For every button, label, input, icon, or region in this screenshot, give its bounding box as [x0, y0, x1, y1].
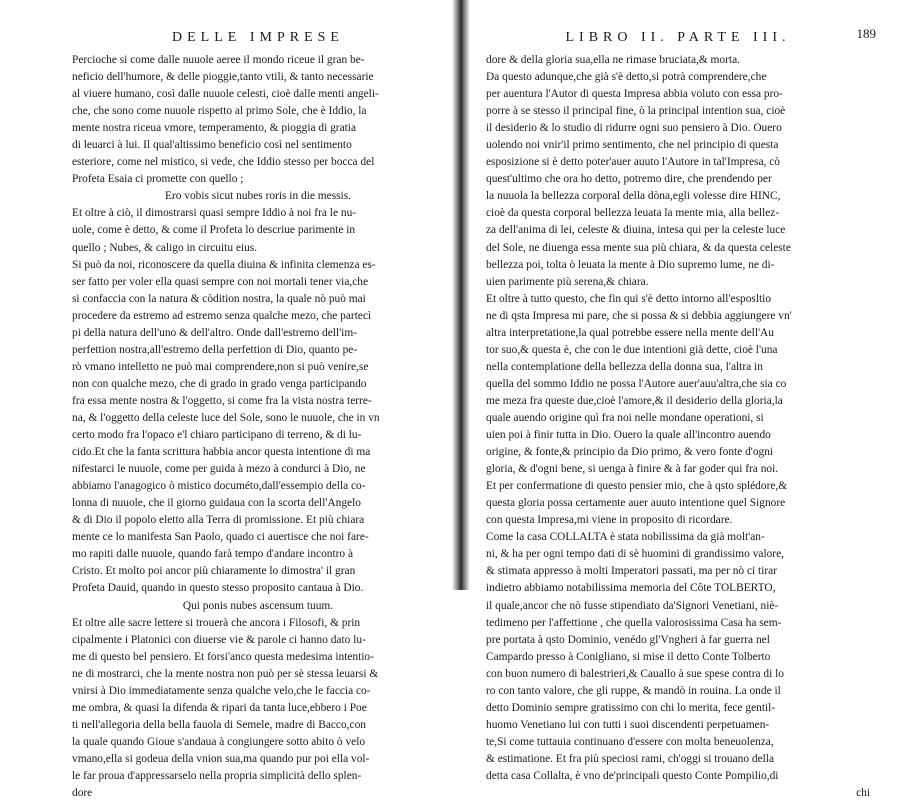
left-page [72, 30, 444, 802]
text-line: Et oltre alle sacre lettere si trouerà che ancora i Filosofi, & prin [72, 616, 361, 629]
text-line: pi della natura dell'uno & dell'altro. Onde dall'estremo dell'im- [72, 326, 357, 339]
right-page-text [486, 52, 870, 802]
text-line: rò vmano intelletto ne può mai comprendere,non si può venire,se [72, 360, 369, 373]
text-line: bellezza poi, tolta ò leuata la mente à Dio supremo lume, ne di- [486, 258, 775, 271]
text-line: procedere da estremo ad estremo senza qualche mezo, che partecì [72, 309, 372, 322]
text-line: perfettion nostra,all'estremo della perfettion di Dio, quanto pe- [72, 343, 358, 356]
text-line: per auentura l'Autor di questa Impresa abbia voluto con essa pro- [486, 88, 783, 101]
text-line: Et oltre à tutto questo, che fin qui s'è detto intorno all'esposltio [486, 292, 772, 305]
text-line: tor suo,& questa è, che con le due intentioni già dette, cioè l'una [486, 343, 778, 356]
right-page [486, 26, 876, 802]
page-number: 189 [856, 26, 876, 41]
text-line: dore [72, 787, 93, 800]
text-line: Campardo presso à Conigliano, si mise il detto Conte Tolberto [486, 650, 771, 663]
text-line: del Sole, ne diuenga essa mente sua più chiara, & da questa celeste [486, 241, 791, 254]
text-line: Percioche si come dalle nuuole aeree il mondo riceue il gran be- [72, 54, 365, 66]
text-line: Cristo. Et molto poi ancor più chiaramente lo dimostra' il gran [72, 565, 356, 578]
text-line: nella contemplatione della bellezza della donna sua, l'altra in [486, 360, 763, 373]
text-line: me di questo bel pensiero. Et forsi'anco questa medesima intentio- [72, 650, 374, 663]
text-line: uien poi à finir tutta in Dio. Ouero la quale all'incontro auendo [486, 429, 771, 442]
text-line: Qui ponis nubes ascensum tuum. [182, 599, 334, 612]
text-line: ti nell'allegoria della bella fauola di Semele, madre di Bacco,con [72, 718, 366, 731]
right-running-title: LIBRO II. PARTE III. [565, 30, 791, 45]
text-line: Da questo adunque,che già s'è detto,si potrà comprendere,che [486, 71, 767, 84]
text-line: il desiderio & lo studio di ridurre ogni suo pensiero à Dio. Ouero [486, 122, 782, 135]
text-line: abbiamo l'anagogico ò mistico documéto,dall'essempio della co- [72, 480, 366, 493]
text-line: Et per confermatione di questo pensier mio, che à qsto splédore,& [486, 480, 788, 493]
text-line: mo rapiti dalle nuuole, quando farà tempo d'andare incontro à [72, 548, 354, 561]
text-line: certo modo fra l'opaco e'l chiaro participano di terreno, & di lu- [72, 429, 362, 442]
text-line: Come la casa COLLALTA è stata nobilissima da già molt'an- [486, 531, 765, 544]
text-line: quella del sommo Iddio ne possa l'Autore auer'auu'altra,che sia co [486, 377, 787, 390]
text-line: fra essa mente nostra & l'oggetto, si come fra la vista nostra terre- [72, 394, 372, 407]
text-line: il quale,ancor che nò fusse stipendiato da'Signori Venetiani, niè- [486, 599, 779, 612]
text-line: Si può da noi, riconoscere da quella diuina & infinita clemenza es- [72, 258, 376, 271]
text-line: & di Dio il popolo eletto alla Terra di promissione. Et più chiara [72, 514, 365, 527]
text-line: Profeta Esaia ci promette con quello ; [72, 173, 244, 186]
text-line: nifestarci le nuuole, come per guida à mezo à condurci à Dio, ne [72, 463, 366, 476]
text-line: lonna di nuuole, che il giorno guidaua con la scorta dell'Angelo [72, 497, 361, 510]
text-line: ser fatto per voler ella quasi sempre con noi mortali tener via,che [72, 275, 369, 288]
text-line: esteriore, come nel mistico, si vede, che Iddio stesso per bocca del [72, 156, 375, 169]
text-line: te,Si come tuttauia continuano d'essere con molta beneuolenza, [486, 735, 774, 748]
left-running-title: DELLE IMPRESE [172, 30, 344, 45]
text-line: mente ce lo manifesta San Paolo, quado ci auertisce che noi fare- [72, 531, 369, 544]
text-line: Profeta Dauid, quando in questo stesso proposito cantaua à Dio. [72, 582, 364, 595]
text-line: uien parimente più serena,& chiara. [486, 275, 649, 288]
text-line: che, che sono come nuuole rispetto al primo Sole, che è Iddio, la [72, 105, 367, 118]
text-line: quale auendo origine quì fra noi nelle mondane operationi, si [486, 411, 764, 424]
text-line: & estimatione. Et fra più speciosi rami, ch'oggi si trouano della [486, 752, 775, 765]
text-line: me ombra, & quasi la difenda & ripari da tanta luce,ebbero i Poe [72, 701, 367, 714]
text-line: detto Dominio sempre gratissimo con chi lo merita, fece gentil- [486, 701, 776, 714]
text-line: non con qualche mezo, che di grado in grado venga participando [72, 377, 367, 390]
text-line: gloria, & d'ogni bene, si uenga à finire & à far goder qui fra noi. [486, 463, 779, 476]
text-line: tedimeno per l'affettione , che quella valorosissima Casa ha sem- [486, 616, 782, 629]
text-line: huomo Venetiano lui con tutti i suoi discendenti perpetuamen- [486, 718, 770, 731]
text-line: uole, come è detto, & come il Profeta lo descriue parimente in [72, 224, 356, 237]
text-line: Ero vobis sicut nubes roris in die messis. [164, 190, 352, 203]
text-line: quest'ultimo che ora ho detto, potremo dire, che prendendo per [486, 173, 772, 186]
text-line: na, & l'oggetto della celeste luce del Sole, sono le nuuole, che in vn [72, 411, 380, 424]
text-line: chi [856, 787, 870, 800]
text-line: si confaccia con la natura & còdition nostra, la quale nò può mai [72, 292, 366, 305]
text-line: & stimata appresso à molti Imperatori passati, ma per nò ci tirar [486, 565, 778, 578]
text-line: cioè da questa corporal bellezza leuata la mente mia, alla bellez- [486, 207, 780, 220]
text-line: mente nostra riceua vmore, temperamento, & pioggia di gratia [72, 122, 357, 135]
text-line: ne di mostrarci, che la mente nostra non può per sè stessa leuarsi & [72, 667, 379, 680]
text-line: le far proua d'appressarselo nella propria simplicità dello splen- [72, 769, 362, 782]
text-line: esposizione si è detto poter'auer auuto l'Autore in tal'Impresa, cò [486, 156, 780, 169]
text-line: la nuuola la bellezza corporal della dòna,egli volesse dire HINC, [486, 190, 781, 203]
text-line: ne di qsta Impresa mi pare, che si possa & si debbia aggiungere vn' [486, 309, 792, 322]
right-page-header [486, 26, 876, 50]
text-line: ni, & ha per ogni tempo dati di sè huomini di grandissimo valore, [486, 548, 785, 561]
text-line: con buon numero di balestrieri,& Cauallo à sue spese contra di lo [486, 667, 784, 680]
book-gutter [452, 0, 470, 590]
text-line: altra interpretatione,la qual potrebbe essere nella mente dell'Au [486, 326, 774, 339]
text-line: cipalmente i Platonici con diuerse vie & parole ci hanno dato lu- [72, 633, 366, 646]
text-line: pre portata à qsto Dominio, venédo gl'Vngheri à far guerra nel [486, 633, 770, 646]
text-line: vmano,ella si godeua della vnion sua,ma quando pur poi ella vol- [72, 752, 370, 765]
text-line: la quale quando Gioue s'andaua à congiungere sotto abito ò velo [72, 735, 366, 748]
text-line: dore & della gloria sua,ella ne rimase bruciata,& morta. [486, 54, 740, 66]
text-line: uolendo noi vnir'il primo sentimento, che nel principio di questa [486, 139, 779, 152]
text-line: za dell'anima di lei, celeste & diuina, intesa qui per la celeste luce [486, 224, 786, 237]
text-line: questa gloria possa certamente auer auuto intentione quel Signore [486, 497, 786, 510]
text-line: Et oltre à ciò, il dimostrarsi quasi sempre Iddio à noi fra le nu- [72, 207, 357, 220]
text-line: vnirsi à Dio immediatamente senza qualche velo,che le faccia co- [72, 684, 371, 697]
text-line: detta casa Collalta, è vno de'principali questo Conte Pompilio,di [486, 769, 779, 782]
text-line: indietro abbiamo notabilissima memoria del Côte TOLBERTO, [486, 582, 776, 595]
text-line: di leuarci à lui. Il qual'altissimo beneficio così nel sentimento [72, 139, 352, 152]
left-page-header [72, 30, 444, 50]
text-line: al viuere humano, così dalle nuuole celesti, cioè dalle menti angeli- [72, 88, 379, 101]
text-line: con questa Impresa,mi viene in proposito di ricordare. [486, 514, 733, 527]
text-line: porre à se stesso il principal fine, ò la principal intention sua, cioè [486, 105, 786, 118]
text-line: quello ; Nubes, & caligo in circuitu eius. [72, 241, 258, 254]
text-line: cido.Et che la fanta scrittura habbia ancor questa intentione di ma [72, 446, 371, 459]
text-line: neficio dell'humore, & delle pioggie,tanto vtili, & tanto necessarie [72, 71, 374, 84]
text-line: ro con tanto valore, che gli ruppe, & mandò in rouina. La onde il [486, 684, 781, 697]
text-line: me meza fra queste due,cioè l'amore,& il desiderio della gloria,la [486, 394, 783, 407]
left-page-text [72, 52, 444, 802]
text-line: origine, & fonte,& principio da Dio primo, & vero fonte d'ogni [486, 446, 774, 459]
